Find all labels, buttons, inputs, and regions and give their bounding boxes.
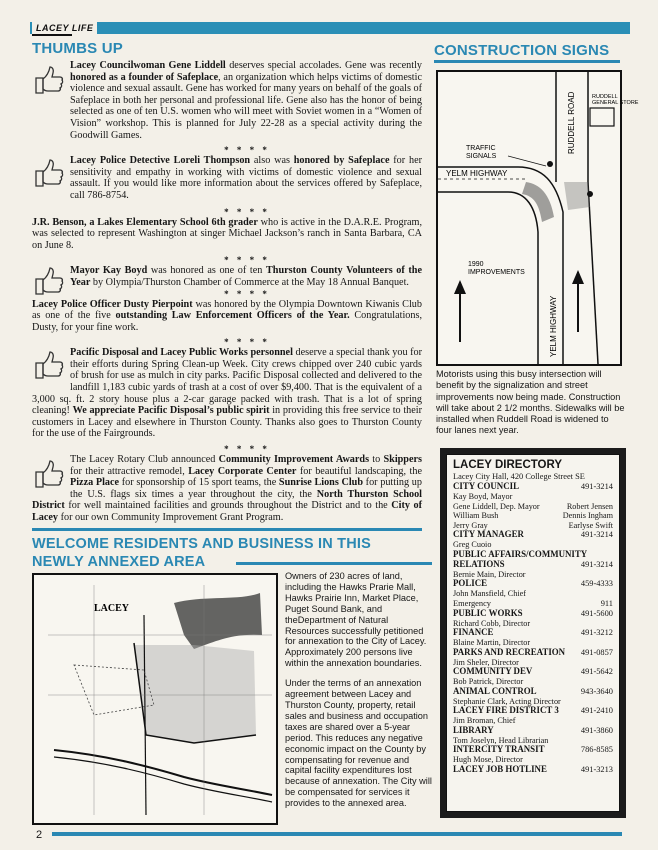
thumbs-up-title: THUMBS UP [32, 40, 123, 57]
divider-stars: * * * * [224, 145, 270, 156]
dept-public-affairs: PUBLIC AFFAIRS/COMMUNITY [453, 548, 588, 559]
dept-emergency: Emergency 911 [453, 598, 613, 608]
construction-rule [434, 60, 620, 63]
masthead: LACEY LIFE [32, 22, 97, 34]
dept-fire-district: LACEY FIRE DISTRICT 3 491-2410 [453, 705, 613, 716]
dept-community-dev: COMMUNITY DEV 491-5642 [453, 666, 613, 677]
annexation-map [32, 573, 278, 825]
dept-city-council: CITY COUNCIL 491-3214 [453, 481, 613, 491]
welcome-paragraph: Owners of 230 acres of land, including the Hawks Prarie Mall, Hawks Prairie Inn, Market Place, Puget Sound Bank, and theDepartment of Natural Resources successfully petitioned for annexation to the City of Lacey. Approximately 200 persons live within the annexation boundaries. [285, 571, 427, 669]
map-label-yelm-v: YELM HIGHWAY [549, 295, 558, 357]
item-thompson: Lacey Police Detective Loreli Thompson also was honored by Safeplace for her sensitivity and empathy in working with victims of domestic violence and sexual assault. If you would like more information about the services offered by Safeplace, call 786-8754. [32, 155, 422, 201]
item-boyd: Mayor Kay Boyd was honored as one of ten Thurston County Volunteers of the Year by Olympia/Thurston Chamber of Commerce at the May 18 Annual Banquet. [32, 265, 422, 288]
welcome-rule [236, 562, 432, 565]
dept-person: Greg Cuoio [453, 540, 492, 550]
map-label-store-1: RUDDELL [592, 94, 618, 100]
dept-person: Richard Cobb, Director [453, 618, 531, 628]
masthead-rule [32, 34, 72, 36]
dept-library: LIBRARY 491-3860 [453, 724, 613, 735]
dept-person: Jim Broman, Chief [453, 716, 516, 725]
dept-relations: RELATIONS 491-3214 [453, 558, 613, 569]
construction-title: CONSTRUCTION SIGNS [434, 42, 610, 59]
divider-stars: * * * * [224, 337, 270, 348]
construction-title-wrap [434, 42, 634, 59]
lacey-directory [446, 454, 620, 812]
map-label-1990: 1990 [468, 261, 484, 268]
dept-person: John Mansfield, Chief [453, 589, 526, 599]
thumbs-section-rule [32, 528, 422, 531]
intersection-map-drawing [438, 72, 639, 364]
map-label-improvements: IMPROVEMENTS [468, 269, 525, 276]
dept-person: Stephanie Clark, Acting Director [453, 696, 561, 706]
thumbs-up-icon [32, 458, 66, 490]
council-row: Kay Boyd, Mayor [453, 491, 513, 501]
annexation-map-drawing [34, 575, 276, 823]
dept-intercity-transit: INTERCITY TRANSIT 786-8585 [453, 744, 613, 755]
thumbs-up-icon [32, 265, 66, 297]
dept-public-works: PUBLIC WORKS 491-5600 [453, 607, 613, 618]
map-label-ruddell: RUDDELL ROAD [567, 91, 576, 154]
map-label-signals: SIGNALS [466, 153, 497, 160]
welcome-title-line2: NEWLY ANNEXED AREA [32, 554, 206, 570]
council-row: Jerry Gray Earlyse Swift [453, 520, 613, 530]
thumbs-up-icon [32, 349, 66, 381]
dept-person: Tom Joselyn, Head Librarian [453, 735, 549, 745]
item-liddell: Lacey Councilwoman Gene Liddell deserves special accolades. Gene was recently honored as a founder of Safeplace, an organization which helps victims of domestic violence and sexual assault. Gene has worked for many years on behalf of the goals of Safeplace in both her personal and professional life. Gene also has the honor of being selected as one of ten U.S. women who will meet with Soviet women in a “Women of Vision” workshop. This is planned for July 22-28 as a special activity during the Goodwill Games. [32, 60, 422, 141]
welcome-title-line1: WELCOME RESIDENTS AND BUSINESS IN THIS [32, 536, 371, 552]
welcome-title-wrap [32, 535, 432, 571]
item-pacific-disposal: Pacific Disposal and Lacey Public Works personnel deserve a special thank you for their efforts during Spring Clean-up Week. City crews chipped over 240 cubic yards of brush for use as mulch in city parks. Pacific Disposal collected and delivered to the landfill 1,183 cubic yards of trash at a cost of over $9,400. That is the equivalent of a 3,000 sq. ft. 2 story house plus a 2-car garage packed with trash. That is a lot of spring cleaning! We appreciate Pacific Disposal’s public spirit in providing this free service to their customers in Lacey and elsewhere in Thurston County. Thanks also goes to Thurston County for the use of the Fairgrounds. [32, 347, 422, 440]
welcome-body [285, 571, 433, 818]
dept-person: Bernie Main, Director [453, 569, 526, 579]
construction-caption: Motorists using this busy intersection will benefit by the signalization and street improvements now being made. Construction will take about 2 1/2 months. Sidewalks will be installed when Ruddell Road is widened to four lanes next year. [436, 369, 625, 436]
divider-stars: * * * * [224, 444, 270, 455]
dept-person: Hugh Mose, Director [453, 755, 523, 764]
divider-stars: * * * * [224, 206, 270, 217]
dept-person: Blaine Martin, Director [453, 638, 531, 647]
dept-parks: PARKS AND RECREATION 491-0857 [453, 646, 613, 657]
divider-stars: * * * * [224, 288, 270, 299]
page-number: 2 [36, 829, 43, 841]
item-pierpoint: Lacey Police Officer Dusty Pierpoint was honored by the Olympia Downtown Kiwanis Club as one of the five outstanding Law Enforcement Officers of the Year. Congratulations, Dusty, for your fine work. [32, 298, 422, 333]
annex-map-label-lacey: LACEY [94, 603, 130, 614]
dept-job-hotline: LACEY JOB HOTLINE 491-3213 [453, 763, 613, 774]
dept-city-manager: CITY MANAGER 491-3214 [453, 529, 613, 540]
item-rotary: The Lacey Rotary Club announced Community Improvement Awards to Skippers for their attractive remodel, Lacey Corporate Center for beautiful landscaping, the Pizza Place for sponsorship of 15 sport teams, the Sunrise Lions Club for putting up the U.S. flags six times a year throughout the city, the North Thurston School District for well maintained facilities and grounds throughout the District and to the City of Lacey for our own Community Improvement Grant Program. [32, 454, 422, 523]
dept-police: POLICE 459-4333 [453, 578, 613, 589]
map-label-store-2: GENERAL STORE [592, 100, 639, 106]
thumbs-up-icon [32, 157, 66, 189]
dept-person: Bob Patrick, Director [453, 677, 524, 686]
map-label-yelm-h: YELM HIGHWAY [446, 169, 508, 178]
top-color-strip [30, 22, 630, 34]
directory-title: LACEY DIRECTORY [453, 459, 563, 471]
map-label-traffic: TRAFFIC [466, 145, 496, 152]
council-row: Gene Liddell, Dep. Mayor Robert Jensen [453, 501, 613, 511]
bottom-rule [52, 832, 622, 836]
dept-finance: FINANCE 491-3212 [453, 627, 613, 638]
thumbs-up-section [32, 40, 422, 524]
dept-person: Jim Sheler, Director [453, 657, 519, 667]
council-row: William Bush Dennis Ingham [453, 511, 613, 521]
welcome-paragraph: Under the terms of an annexation agreement between Lacey and Thurston County, property, retail sales and business and occupation taxes are shared over a 5-year period. This reduces any negative economic impact on the County by compensating for revenue and capital facility expenditures lost because of annexation. The City will be compensated for services it provides to the annexed area. [285, 678, 432, 809]
intersection-map [436, 70, 639, 366]
directory-address: Lacey City Hall, 420 College Street SE [453, 472, 585, 481]
divider-stars: * * * * [224, 255, 270, 266]
thumbs-up-icon [32, 64, 66, 96]
item-benson: J.R. Benson, a Lakes Elementary School 6th grader who is active in the D.A.R.E. Program, was selected to represent Washington at singer Michael Jackson’s ranch in Santa Barbara, CA on June 8. [32, 216, 422, 251]
dept-animal-control: ANIMAL CONTROL 943-3640 [453, 685, 613, 696]
